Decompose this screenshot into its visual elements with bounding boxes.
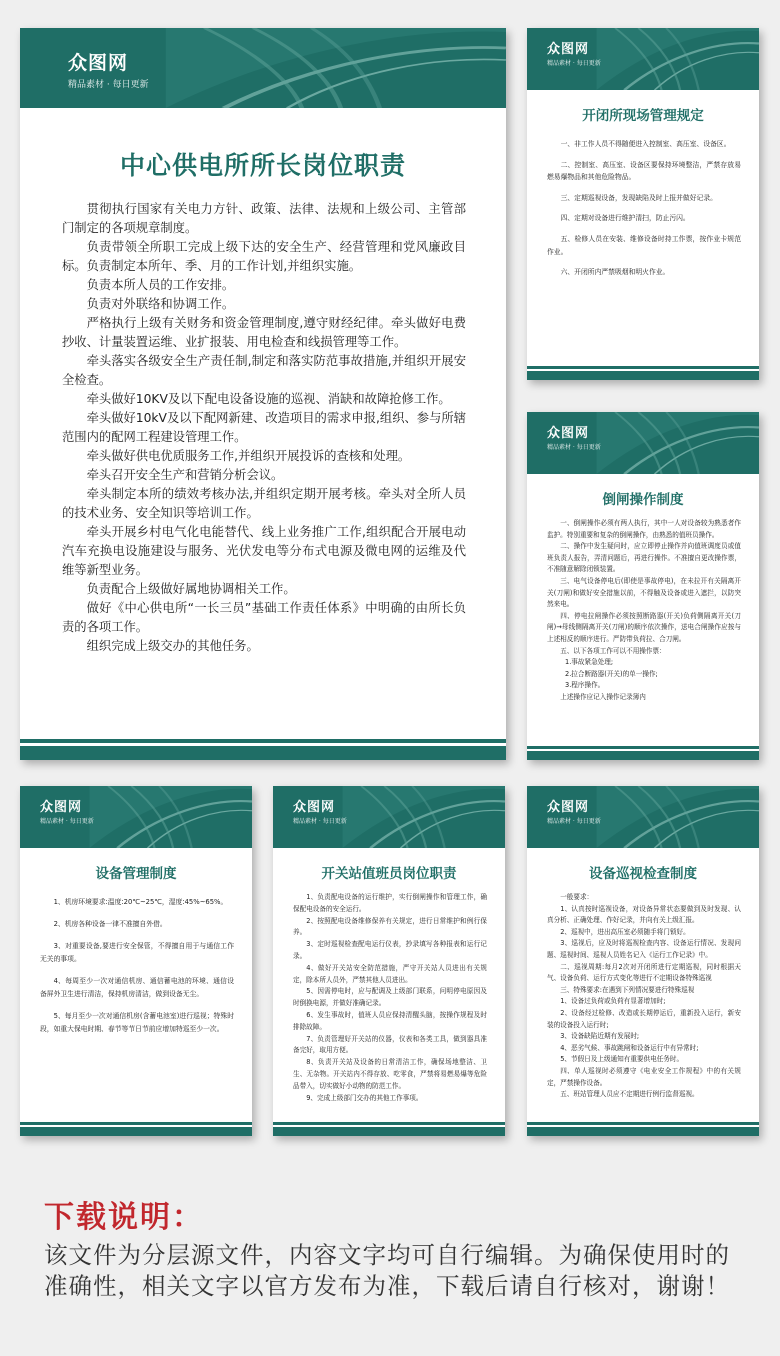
brand-logo: [547, 38, 601, 67]
poster-body: [527, 124, 759, 279]
poster-body: [20, 882, 252, 1036]
brand-name: 众图网: [68, 52, 129, 74]
poster-title: 倒闸操作制度: [602, 492, 684, 508]
poster-body: [527, 508, 759, 704]
poster-title: 设备巡视检查制度: [589, 866, 697, 882]
poster-switching-operation-rules: [527, 412, 759, 760]
paragraph: 三、定期巡视设备，发现缺陷及时上报并做好记录。: [560, 193, 717, 202]
paragraph: 1、机房环境要求:温度:20℃~25℃，湿度:45%~65%。: [53, 898, 228, 906]
brand-slogan: 精品素材 · 每日更新: [68, 80, 149, 90]
paragraph: 二、巡视周期:每月2次对开闭所进行定期巡视，同时根据天气、设备负荷、运行方式变化等进行不定期设备特殊巡视: [547, 962, 741, 983]
poster-body: [20, 182, 506, 656]
poster-footer-bars: [20, 739, 506, 760]
paragraph: 三、电气设备停电后(即使是事故停电)，在未拉开有关隔离开关(刀闸)和做好安全措施以前，不得触及设备或进入遮拦，以防突然来电。: [547, 576, 741, 609]
paragraph: 5、节假日及上级通知有重要供电任务时。: [560, 1055, 684, 1064]
poster-header: [273, 786, 505, 848]
paragraph: 3、对重要设备,要进行安全保管，不得擅自用于与通信工作无关的事项。: [40, 942, 234, 963]
paragraph: 9、完成上级部门交办的其他工作事项。: [306, 1093, 423, 1102]
paragraph: 牵头做好10KV及以下配电设备设施的巡视、消缺和故障抢修工作。: [86, 392, 451, 406]
download-note-title: 下载说明：: [44, 1200, 204, 1235]
paragraph: 一、倒闸操作必须有两人执行，其中一人对设备较为熟悉者作监护。特别重要和复杂的倒闸操作，由熟悉的值班员操作。: [547, 519, 741, 539]
paragraph: 组织完成上级交办的其他任务。: [86, 639, 259, 653]
poster-footer-bars: [527, 746, 759, 760]
brand-name: 众图网: [547, 42, 590, 57]
brand-slogan: 精品素材 · 每日更新: [547, 60, 601, 67]
paragraph: 五、以下各项工作可以不用操作票：: [560, 646, 666, 655]
brand-logo: [293, 796, 347, 825]
poster-equipment-management: [20, 786, 252, 1136]
paragraph: 牵头开展乡村电气化电能替代、线上业务推广工作,组织配合开展电动汽车充换电设施建设与服务、光伏发电等分布式电源及微电网的运维及代维等新型业务。: [62, 525, 466, 577]
paragraph: 二、操作中发生疑问时，应立即停止操作并向值班调度员或值班负责人报告，弄清问题后，再进行操作。不准擅自更改操作票，不准随意解除闭锁装置。: [547, 542, 741, 574]
paragraph: 3、设备缺陷近期有发展时;: [560, 1032, 640, 1041]
poster-body: [273, 882, 505, 1104]
poster-director-duties: [20, 28, 506, 760]
paragraph: 2、设备经过检修、改造或长期停运后，重新投入运行，新安装的设备投入运行时;: [547, 1008, 741, 1029]
list-item: 1.事故紧急处理;: [565, 658, 614, 667]
poster-footer-bars: [273, 1122, 505, 1136]
brand-slogan: 精品素材 · 每日更新: [293, 818, 347, 825]
download-note-text: 该文件为分层源文件，内容文字均可自行编辑。为确保使用时的准确性，相关文字以官方发布为准，下载后请自行核对，谢谢！: [44, 1241, 730, 1300]
poster-title: 开关站值班员岗位职责: [321, 866, 457, 882]
paragraph: 5、因需停电时，应与配调及上级部门联系，问明停电原因及时倒换电源，并做好准确记录。: [293, 987, 487, 1008]
paragraph: 1、设备过负荷或负荷有显著增加时;: [560, 997, 666, 1006]
poster-title: 开闭所现场管理规定: [582, 108, 704, 124]
paragraph: 五、检修人员在安装、维修设备时持工作票，按作业卡规范作业。: [547, 234, 741, 256]
paragraph: 做好《中心供电所“一长三员”基础工作责任体系》中明确的由所长负责的各项工作。: [62, 601, 466, 634]
poster-header: [527, 28, 759, 90]
brand-slogan: 精品素材 · 每日更新: [40, 818, 94, 825]
poster-header: [20, 786, 252, 848]
brand-slogan: 精品素材 · 每日更新: [547, 444, 601, 451]
paragraph: 6、发生事故时，值班人员应保持清醒头脑，按操作规程及时排除故障。: [293, 1010, 487, 1031]
paragraph: 一、非工作人员不得随便进入控制室、高压室、设备区。: [560, 140, 731, 148]
paragraph: 四、单人巡视时必须遵守《电业安全工作规程》中的有关规定，严禁操作设备。: [547, 1066, 741, 1087]
brand-name: 众图网: [293, 800, 336, 815]
paragraph: 2、机房各种设备一律不准擅自外借。: [53, 920, 167, 928]
poster-footer-bars: [527, 1122, 759, 1136]
list-item: 2.拉合断路器(开关)的单一操作;: [565, 669, 658, 678]
paragraph: 牵头制定本所的绩效考核办法,并组织定期开展考核。牵头对全所人员的技术业务、安全知识等培训工作。: [62, 487, 466, 520]
brand-slogan: 精品素材 · 每日更新: [547, 818, 601, 825]
poster-header: [527, 786, 759, 848]
paragraph: 2、巡视中，进出高压室必须随手将门锁好。: [560, 927, 690, 936]
paragraph: 贯彻执行国家有关电力方针、政策、法律、法规和上级公司、主管部门制定的各项规章制度。: [62, 202, 466, 235]
paragraph: 三、特殊要求:在遇到下列情况要进行特殊巡视: [560, 985, 695, 994]
download-note: [44, 1192, 744, 1302]
poster-duty-officer-duties: [273, 786, 505, 1136]
poster-inspection-rules: [527, 786, 759, 1136]
brand-name: 众图网: [40, 800, 83, 815]
brand-logo: [547, 796, 601, 825]
paragraph: 二、控制室、高压室、设备区要保持环境整洁，严禁存放易燃易爆物品和其他危险物品。: [547, 160, 741, 182]
poster-footer-bars: [20, 1122, 252, 1136]
paragraph: 8、负责开关站及设备的日常清洁工作，确保场地整洁、卫生、无杂物。开关站内不得存放、吃零食，严禁将易燃易爆等危险品带入，切实做好小动物的防范工作。: [293, 1058, 487, 1090]
poster-title: 中心供电所所长岗位职责: [119, 151, 406, 180]
poster-body: [527, 882, 759, 1101]
paragraph: 四、定期对设备进行维护清扫，防止污闪。: [560, 214, 690, 223]
paragraph: 严格执行上级有关财务和资金管理制度,遵守财经纪律。牵头做好电费抄收、计量装置运维、业扩报装、用电检查和线损管理等工作。: [62, 316, 466, 349]
paragraph: 4、做好开关站安全防范措施，严守开关站人员进出有关规定，除本所人员外，严禁其他人员进出。: [293, 963, 487, 984]
paragraph: 4、恶劣气候、事故跳闸和设备运行中有异常时;: [560, 1043, 699, 1052]
poster-title: 设备管理制度: [95, 866, 177, 882]
paragraph: 4、每周至少一次对通信机房、通信蓄电池的环境、通信设备屏外卫生进行清洁，保持机房清洁，做到设备无尘。: [40, 977, 234, 998]
poster-header: [527, 412, 759, 474]
brand-name: 众图网: [547, 800, 590, 815]
paragraph: 负责配合上级做好属地协调相关工作。: [86, 582, 296, 596]
paragraph: 7、负责管理好开关站的仪器，仪表和各类工具，做到器具准备完好，取用方便。: [293, 1034, 487, 1055]
paragraph: 牵头召开安全生产和营销分析会议。: [86, 468, 284, 482]
paragraph: 牵头做好供电优质服务工作,并组织开展投诉的查核和处理。: [86, 449, 411, 463]
brand-name: 众图网: [547, 426, 590, 441]
paragraph: 2、按照配电设备维修保养有关规定，进行日常维护和例行保养。: [293, 916, 487, 937]
paragraph: 负责带领全所职工完成上级下达的安全生产、经营管理和党风廉政目标。负责制定本所年、季、月的工作计划,并组织实施。: [62, 240, 466, 273]
paragraph: 牵头落实各级安全生产责任制,制定和落实防范事故措施,并组织开展安全检查。: [62, 354, 466, 387]
poster-footer-bars: [527, 366, 759, 380]
paragraph: 3、巡视后，应及时将巡视检查内容、设备运行情况、发现问题、巡视时间、巡视人员姓名记入《运行工作记录》中。: [547, 939, 741, 959]
paragraph: 5、每月至少一次对通信机房(含蓄电池室)进行巡视；特殊时段，如重大保电时期、春节等节日节前应增加特巡至少一次。: [40, 1012, 234, 1033]
paragraph: 六、开闭所内严禁吸烟和明火作业。: [560, 268, 670, 277]
paragraph: 3、定时巡视检查配电运行仪表，抄录填写各种报表和运行记录。: [293, 940, 487, 960]
paragraph: 1、认真按时巡视设备，对设备异常状态要做到及时发现、认真分析、正确处理、作好记录，并向有关上级汇报。: [547, 904, 741, 925]
paragraph: 1、负责配电设备的运行维护，实行倒闸操作和管理工作，确保配电设备的安全运行。: [293, 893, 487, 913]
paragraph: 上述操作应记入操作记录簿内: [560, 692, 646, 701]
paragraph: 负责本所人员的工作安排。: [86, 278, 235, 292]
paragraph: 五、班站管理人员应不定期进行例行监督巡视。: [560, 1090, 699, 1099]
paragraph: 一般要求：: [560, 893, 594, 901]
list-item: 3.程序操作。: [565, 681, 605, 690]
poster-header: [20, 28, 506, 108]
brand-logo: [547, 422, 601, 451]
poster-switching-station-rules: [527, 28, 759, 380]
paragraph: 牵头做好10kV及以下配网新建、改造项目的需求申报,组织、参与所辖范围内的配网工程建设管理工作。: [62, 411, 466, 444]
paragraph: 四、停电拉闸操作必须按照断路器(开关)负荷侧隔离开关(刀闸)→母线侧隔离开关(刀闸)的顺序依次操作，送电合闸操作应按与上述相反的顺序进行。严防带负荷拉、合刀闸。: [547, 611, 741, 643]
paragraph: 负责对外联络和协调工作。: [86, 297, 235, 311]
brand-logo: [40, 796, 94, 825]
brand-logo: [68, 48, 149, 90]
